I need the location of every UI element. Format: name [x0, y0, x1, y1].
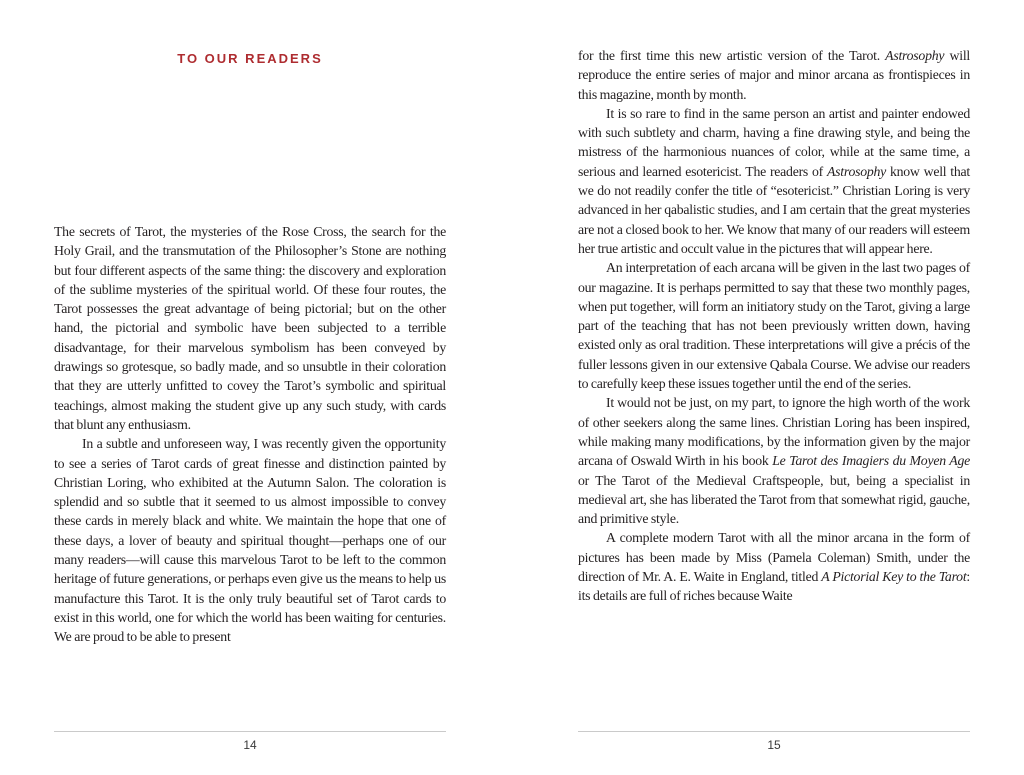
paragraph — [54, 222, 446, 434]
page-left-column — [54, 0, 446, 775]
text-run: A complete modern Tarot with all the minor arcana in the form of pictures has been made by Miss (Pamela Coleman) Smith, under the direction of Mr. A. E. Waite in England, titled — [578, 530, 970, 585]
text-run: An interpretation of each arcana will be given in the last two pages of our magazine. It is perhaps permitted to say that these two monthly pages, when put together, will form an initiatory study on the Tarot, giving a large part of the teaching that has not been previously written down, having existed only as oral tradition. These interpretations will give a précis of the fuller lessons given in our extensive Qabala Course. We advise our readers to carefully keep these issues together until the end of the series. — [578, 260, 970, 392]
text-run: : its details are full of riches because Waite — [578, 569, 970, 604]
page-number-right: 15 — [767, 738, 781, 752]
text-run: know well that we do not readily confer the title of “esotericist.” Christian Loring is very advanced in her qabalistic studies, and I am certain that the great mysteries are not a closed book to her. We know that many of our readers will esteem her true artistic and occult value in the pictures that will appear here. — [578, 163, 970, 256]
text-run: The secrets of Tarot, the mysteries of the Rose Cross, the search for the Holy Grail, and the transmutation of the Philosopher’s Stone are nothing but four different aspects of the same thing: the discovery and exploration of the sublime mysteries of the spiritual world. Of these four routes, the Tarot possesses the great advantage of being pictorial; but on the other hand, the pictorial and symbolic have been subjected to a terrible disadvantage, for their marvelous symbolism has been conveyed by drawings so grotesque, so badly made, and so unsubtle in their coloration that they are utterly unfitted to covey the Tarot’s symbolic and spiritual teachings, almost making the student give up any such study, with cards that blunt any enthusiasm. — [54, 224, 446, 432]
paragraph — [54, 434, 446, 646]
paragraph — [578, 104, 970, 258]
page-left-body — [54, 222, 446, 647]
page-number-left: 14 — [243, 738, 257, 752]
paragraph — [578, 393, 970, 528]
footer-rule-left — [54, 731, 446, 732]
page-right — [512, 0, 1024, 775]
text-run: It is so rare to find in the same person an artist and painter endowed with such subtlety and charm, having a fine drawing style, and being the mistress of the harmonious nuances of color, while at the same time, a serious and learned esotericist. The readers of — [578, 105, 970, 179]
footer-rule-right — [578, 731, 970, 732]
page-right-column — [578, 0, 970, 775]
italic-text: A Pictorial Key to the Tarot — [821, 569, 967, 585]
text-run: for the first time this new artistic version of the Tarot. — [578, 48, 886, 63]
page-right-body — [578, 46, 970, 606]
italic-text: Astrosophy — [826, 163, 887, 179]
text-run: will reproduce the entire series of major and minor arcana as frontispieces in this magazine, month by month. — [578, 48, 970, 102]
italic-text: Astrosophy — [885, 48, 945, 63]
chapter-heading: TO OUR READERS — [177, 51, 323, 66]
paragraph — [578, 258, 970, 393]
italic-text: Le Tarot des Imagiers du Moyen Age — [772, 453, 970, 469]
text-run: In a subtle and unforeseen way, I was recently given the opportunity to see a series of Tarot cards of great finesse and distinction painted by Christian Loring, who exhibited at the Autumn Salon. The coloration is splendid and so subtle that it seemed to us almost impossible to convey these cards in merely black and white. We maintain the hope that one of these days, a lover of beauty and spiritual thought—perhaps one of our many readers—will cause this marvelous Tarot to be left to the common heritage of future generations, or perhaps even give us the means to help us manufacture this Tarot. It is the only truly beautiful set of Tarot cards to exist in this world, one for which the world has been waiting for centuries. We are proud to be able to present — [54, 436, 446, 645]
paragraph — [578, 528, 970, 605]
paragraph — [578, 46, 970, 104]
text-run: It would not be just, on my part, to ignore the high worth of the work of other seekers along the same lines. Christian Loring has been inspired, while making many modifications, by the information given by the major arcana of Oswald Wirth in his book — [578, 395, 970, 469]
text-run: or The Tarot of the Medieval Craftspeople, but, being a specialist in medieval art, she has liberated the Tarot from that somewhat rigid, gauche, and primitive style. — [578, 472, 970, 527]
